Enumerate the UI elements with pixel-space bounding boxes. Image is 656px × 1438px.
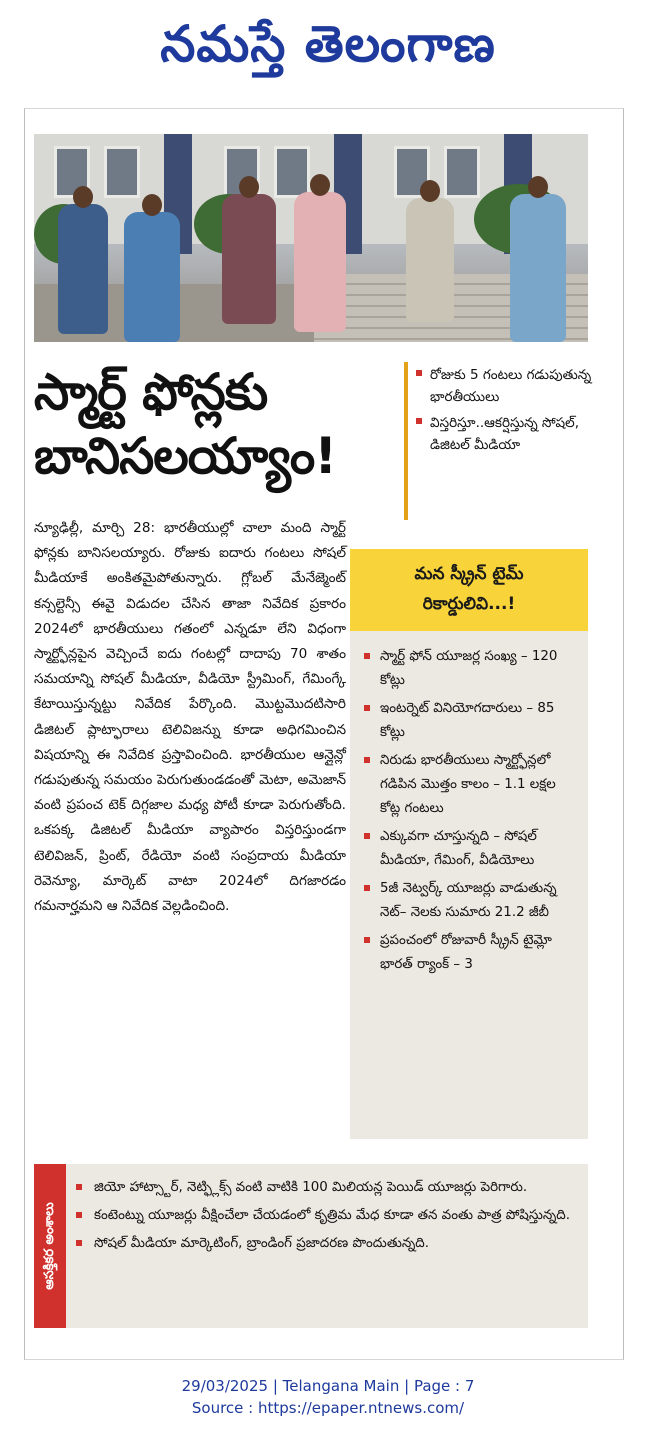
square-bullet-icon <box>364 937 370 943</box>
interesting-facts-tag: ఆసక్తికర అంశాలు <box>34 1164 66 1328</box>
stats-box-heading <box>350 549 588 631</box>
stat-item: ఎక్కువగా చూస్తున్నది – సోషల్ మీడియా, గేమింగ్, వీడియోలు <box>364 825 580 873</box>
stat-item: స్మార్ట్ ఫోన్ యూజర్ల సంఖ్య – 120 కోట్లు <box>364 645 580 693</box>
photo-person <box>406 198 454 322</box>
square-bullet-icon <box>364 885 370 891</box>
square-bullet-icon <box>76 1184 82 1190</box>
stats-heading-line-2: రికార్డులివి...! <box>422 594 516 614</box>
headline-line-2: బానిసలయ్యాం! <box>34 427 337 485</box>
square-bullet-icon <box>416 418 422 424</box>
photo-window <box>444 146 480 198</box>
headline-line-1: స్మార్ట్ ఫోన్లకు <box>34 363 268 421</box>
stats-heading-line-1: మన స్క్రీన్ టైమ్ <box>414 564 524 584</box>
photo-window <box>104 146 140 198</box>
masthead <box>0 0 656 88</box>
footer-edition-info: 29/03/2025 | Telangana Main | Page : 7 <box>181 1377 475 1395</box>
article-headline <box>34 360 404 488</box>
fact-item: జియో హాట్స్టార్, నెట్ఫ్లిక్స్ వంటి వాటికి 100 మిలియన్ల పెయిడ్ యూజర్లు పెరిగారు. <box>76 1176 576 1200</box>
highlight-item: విస్తరిస్తూ..ఆకర్షిస్తున్న సోషల్, డిజిటల్ మీడియా <box>416 412 606 456</box>
stat-item: ప్రపంచంలో రోజువారీ స్క్రీన్ టైమ్లో భారత్ ర్యాంక్ – 3 <box>364 929 580 977</box>
stat-item: నిరుడు భారతీయులు స్మార్ట్ఫోన్లలో గడిపిన మొత్తం కాలం – 1.1 లక్షల కోట్ల గంటలు <box>364 749 580 821</box>
square-bullet-icon <box>364 705 370 711</box>
stats-list <box>364 645 580 981</box>
square-bullet-icon <box>364 757 370 763</box>
highlights-accent-bar <box>404 362 408 520</box>
highlights-list <box>416 364 606 460</box>
photo-person <box>294 192 346 332</box>
square-bullet-icon <box>364 833 370 839</box>
newspaper-logo-title: నమస్తే తెలంగాణ <box>160 14 496 73</box>
footer-source-link[interactable]: Source : https://epaper.ntnews.com/ <box>191 1399 465 1417</box>
fact-item: కంటెంట్ను యూజర్లు వీక్షించేలా చేయడంలో కృత్రిమ మేధ కూడా తన వంతు పాత్ర పోషిస్తున్నది. <box>76 1204 576 1228</box>
square-bullet-icon <box>76 1212 82 1218</box>
stat-item: ఇంటర్నెట్ వినియోగదారులు – 85 కోట్లు <box>364 697 580 745</box>
fact-item: సోషల్ మీడియా మార్కెటింగ్, బ్రాండింగ్ ప్రజాదరణ పొందుతున్నది. <box>76 1232 576 1256</box>
photo-person <box>510 194 566 342</box>
stat-item: 5జీ నెట్వర్క్ యూజర్లు వాడుతున్న నెట్– నెలకు సుమారు 21.2 జీబీ <box>364 877 580 925</box>
page-footer <box>0 1375 656 1419</box>
stats-box <box>350 549 588 1139</box>
photo-person <box>222 194 276 324</box>
news-photo <box>34 134 588 342</box>
photo-person <box>124 212 180 342</box>
photo-person <box>58 204 108 334</box>
interesting-facts-list <box>76 1176 576 1260</box>
highlight-item: రోజుకు 5 గంటలు గడుపుతున్న భారతీయులు <box>416 364 606 408</box>
photo-window <box>274 146 310 198</box>
square-bullet-icon <box>76 1240 82 1246</box>
square-bullet-icon <box>416 370 422 376</box>
article-body: న్యూఢిల్లీ, మార్చి 28: భారతీయుల్లో చాలా మంది స్మార్ట్ ఫోన్లకు బానిసలయ్యారు. రోజుకు ఐదారు గంటలు సోషల్ మీడియాకే అంకితమైపోతున్నారు. గ్లోబల్ మేనేజ్మెంట్ కన్సల్టెన్సీ ఈవై విడుదల చేసిన తాజా నివేదిక ప్రకారం 2024లో భారతీయులు గతంలో ఎన్నడూ లేని విధంగా స్మార్ట్ఫోన్లపైన వెచ్చించే ఐదు గంటల్లో దాదాపు 70 శాతం సమయాన్ని సోషల్ మీడియా, వీడియో స్ట్రీమింగ్, గేమింగ్కే కేటాయిస్తున్నట్టు నివేదిక పేర్కొంది. మొట్టమొదటిసారి డిజిటల్ ప్లాట్ఫారాలు టెలివిజన్ను కూడా అధిగమించిన విషయాన్ని ఈ నివేదిక ప్రస్తావించింది. భారతీయుల ఆన్లైన్లో గడుపుతున్న సమయం పెరుగుతుండడంతో మెటా, అమెజాన్ వంటి ప్రపంచ టెక్ దిగ్గజాల మధ్య పోటీ కూడా పెరుగుతోంది. ఒకపక్క డిజిటల్ మీడియా వ్యాపారం విస్తరిస్తుండగా టెలివిజన్, ప్రింట్, రేడియో వంటి సంప్రదాయ మీడియా రెవెన్యూ, మార్కెట్ వాటా 2024లో దిగజారడం గమనార్హమని ఆ నివేదిక వెల్లడించింది. <box>34 520 346 915</box>
interesting-facts-box <box>34 1164 588 1328</box>
square-bullet-icon <box>364 653 370 659</box>
